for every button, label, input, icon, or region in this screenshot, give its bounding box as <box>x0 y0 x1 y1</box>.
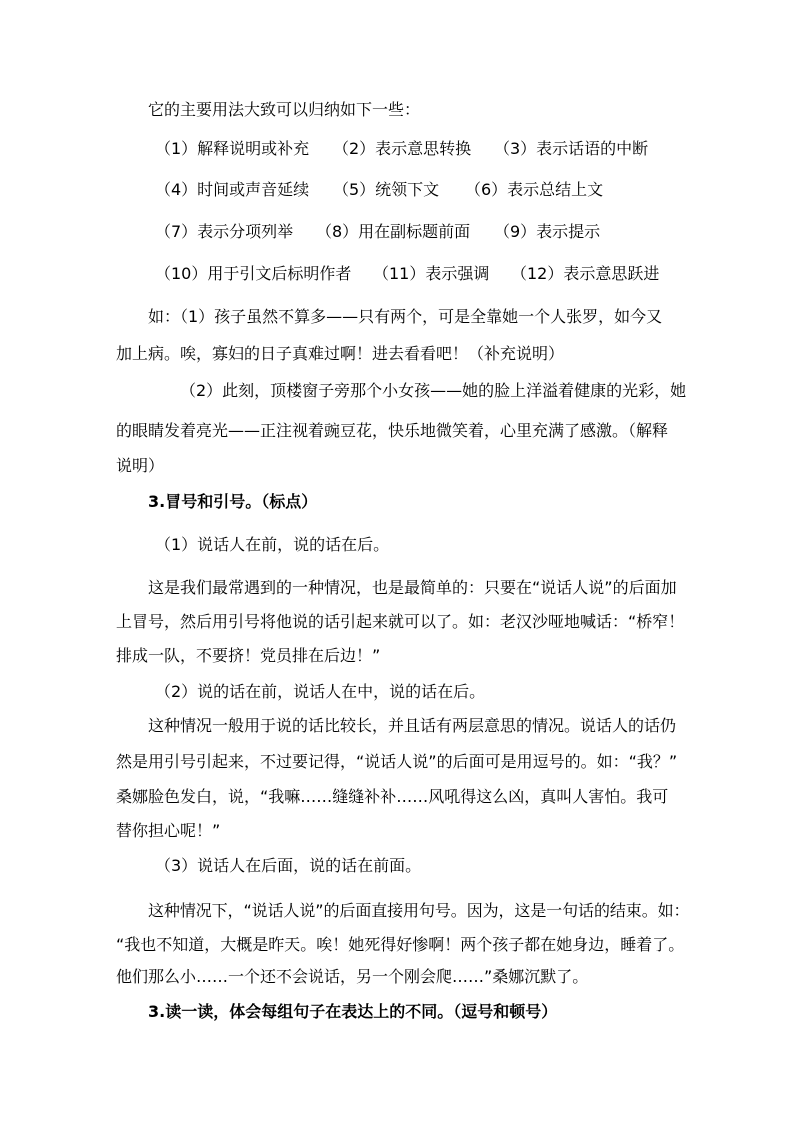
example2-line2: 的眼睛发着亮光——正注视着豌豆花，快乐地微笑着，心里充满了感激。（解释 <box>116 421 669 440</box>
case1-heading: （1）说话人在前，说的话在后。 <box>155 535 390 554</box>
section-title-comma-pause: 3.读一读，体会每组句子在表达上的不同。（逗号和顿号） <box>148 1002 558 1021</box>
intro-line: 它的主要用法大致可以归纳如下一些： <box>148 100 421 119</box>
usage-12: （12）表示意思跃进 <box>511 264 660 283</box>
usage-11: （11）表示强调 <box>373 264 490 283</box>
example2-line3: 说明） <box>116 456 165 475</box>
case1-line1: 这是我们最常遇到的一种情况，也是最简单的：只要在“说话人说”的后面加 <box>148 578 677 597</box>
case3-line1: 这种情况下，“说话人说”的后面直接用句号。因为，这是一句话的结束。如： <box>148 901 690 920</box>
case3-line3: 他们那么小……一个还不会说话，另一个刚会爬……”桑娜沉默了。 <box>116 967 589 986</box>
case1-line3: 排成一队，不要挤！党员排在后边！” <box>116 646 381 665</box>
case2-line1: 这种情况一般用于说的话比较长，并且话有两层意思的情况。说话人的话仍 <box>148 716 677 735</box>
case3-line2: “我也不知道，大概是昨天。唉！她死得好惨啊！两个孩子都在她身边，睡着了。 <box>116 935 685 954</box>
example1-line2: 加上病。唉，寡妇的日子真难过啊！进去看看吧！（补充说明） <box>116 344 565 363</box>
example2-line1: （2）此刻，顶楼窗子旁那个小女孩——她的脸上洋溢着健康的光彩，她 <box>180 381 687 400</box>
case2-heading: （2）说的话在前，说话人在中，说的话在后。 <box>155 682 486 701</box>
usage-1: （1）解释说明或补充 <box>155 139 310 158</box>
usage-7: （7）表示分项列举 <box>155 222 294 241</box>
case2-line2: 然是用引号引起来，不过要记得，“说话人说”的后面可是用逗号的。如：“我？” <box>116 752 678 771</box>
case3-heading: （3）说话人在后面，说的话在前面。 <box>155 856 422 875</box>
usage-8: （8）用在副标题前面 <box>316 222 471 241</box>
case2-line3: 桑娜脸色发白，说，“我嘛……缝缝补补……风吼得这么凶，真叫人害怕。我可 <box>116 787 669 806</box>
usage-9: （9）表示提示 <box>494 222 601 241</box>
example1-line1: 如：（1）孩子虽然不算多——只有两个，可是全靠她一个人张罗，如今又 <box>148 307 663 326</box>
usage-6: （6）表示总结上文 <box>465 180 604 199</box>
section-title-colon-quotes: 3.冒号和引号。（标点） <box>148 492 318 511</box>
case2-line4: 替你担心呢！” <box>116 821 221 840</box>
usage-3: （3）表示话语的中断 <box>494 139 649 158</box>
usage-10: （10）用于引文后标明作者 <box>155 264 352 283</box>
usage-4: （4）时间或声音延续 <box>155 180 310 199</box>
case1-line2: 上冒号，然后用引号将他说的话引起来就可以了。如：老汉沙哑地喊话：“桥窄！ <box>116 612 685 631</box>
usage-5: （5）统领下文 <box>333 180 440 199</box>
usage-2: （2）表示意思转换 <box>333 139 472 158</box>
